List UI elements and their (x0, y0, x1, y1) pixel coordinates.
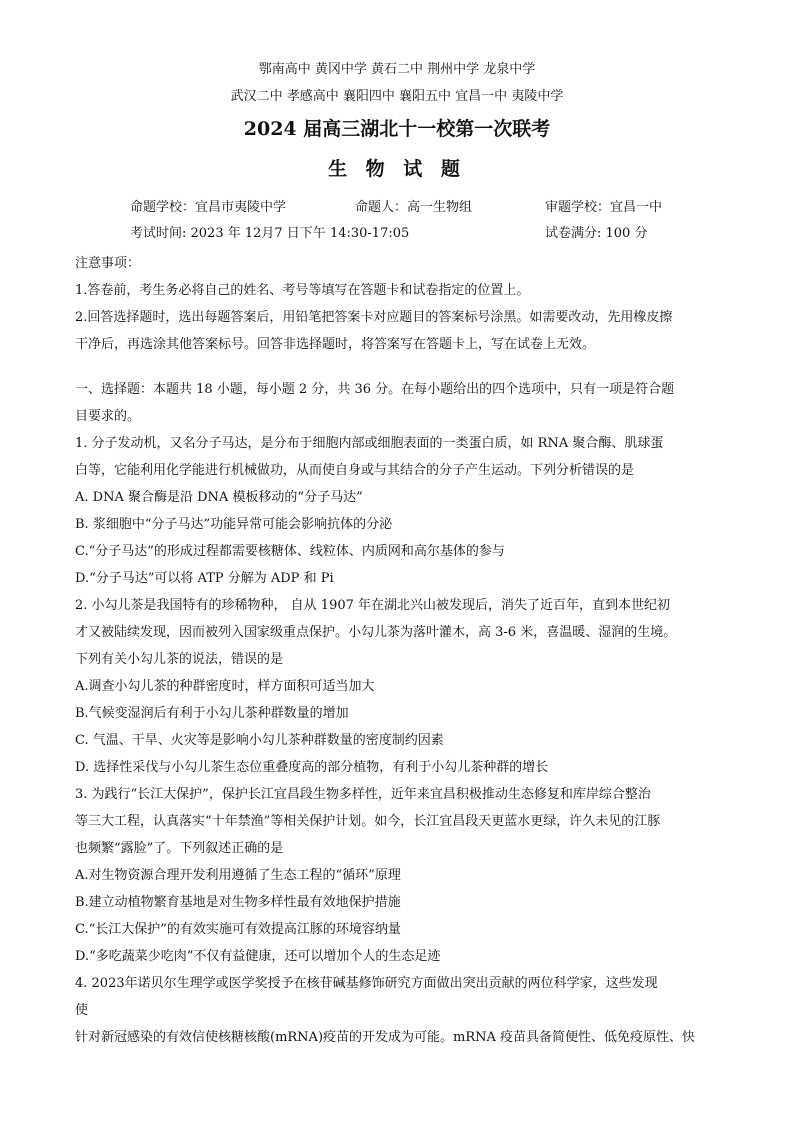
q3-option-d: D.“多吃蔬菜少吃肉”不仅有益健康，还可以增加个人的生态足迹 (75, 949, 441, 964)
q2-stem-line-2: 才又被陆续发现，因而被列入国家级重点保护。小勾儿茶为落叶灌木，高 3-6 米，喜温暖、湿润的生境。 (75, 625, 677, 640)
exam-time: 考试时间: 2023 年 12月7 日下午 14:30-17:05 (130, 226, 410, 241)
q3-stem-line-3: 也频繁“露脸”了。下列叙述正确的是 (75, 841, 284, 856)
proposer-school: 命题学校：宜昌市夷陵中学 (130, 200, 287, 215)
q3-stem-line-2: 等三大工程，认真落实“十年禁渔”等相关保护计划。如今，长江宜昌段天更蓝水更绿，许久未见的江豚 (75, 814, 661, 829)
q2-stem-line-3: 下列有关小勾儿茶的说法，错误的是 (75, 652, 284, 667)
proposer: 命题人：高一生物组 (355, 200, 473, 215)
q3-option-c: C.“长江大保护”的有效实施可有效提高江豚的环境容纳量 (75, 922, 401, 937)
q1-option-a: A. DNA 聚合酶是沿 DNA 模板移动的“分子马达” (75, 490, 363, 505)
notice-heading: 注意事项： (75, 256, 141, 271)
section-1-line-2: 目要求的。 (75, 409, 141, 424)
q1-option-d: D.“分子马达”可以将 ATP 分解为 ADP 和 Pi (75, 571, 334, 586)
q4-stem-line-1: 4. 2023年诺贝尔生理学或医学奖授予在核苷碱基修饰研究方面做出突出贡献的两位科学家，这些发现 (75, 976, 658, 991)
q1-stem-line-1: 1. 分子发动机，又名分子马达，是分布于细胞内部或细胞表面的一类蛋白质，如 RNA 聚合酶、肌球蛋 (75, 436, 664, 451)
q1-stem-line-2: 白等，它能利用化学能进行机械做功，从而使自身或与其结合的分子产生运动。下列分析错误的是 (75, 463, 635, 478)
q4-stem-line-2: 使 (75, 1003, 89, 1018)
subject-title: 生 物 试 题 (328, 158, 466, 180)
section-1-line-1: 一、选择题：本题共 18 小题，每小题 2 分，共 36 分。在每小题给出的四个选项中，只有一项是符合题 (75, 382, 675, 397)
q2-option-a: A.调查小勾儿茶的种群密度时，样方面积可适当加大 (75, 679, 375, 694)
schools-line-1: 鄂南高中 黄冈中学 黄石二中 荆州中学 龙泉中学 (258, 62, 536, 77)
q2-option-b: B.气候变湿润后有利于小勾儿茶种群数量的增加 (75, 706, 349, 721)
q4-stem-line-3: 针对新冠感染的有效信使核糖核酸(mRNA)疫苗的开发成为可能。mRNA 疫苗具备简便性、低免疫原性、快 (75, 1030, 696, 1045)
spacer (75, 358, 725, 376)
q2-stem-line-1: 2. 小勾儿茶是我国特有的珍稀物种， 自从 1907 年在湖北兴山被发现后，消失了近百年，直到本世纪初 (75, 598, 671, 613)
full-score: 试卷满分: 100 分 (545, 226, 648, 241)
q3-option-a: A.对生物资源合理开发利用遵循了生态工程的“循环”原理 (75, 868, 401, 883)
q1-option-b: B. 浆细胞中“分子马达”功能异常可能会影响抗体的分泌 (75, 517, 393, 532)
q2-option-d: D. 选择性采伐与小勾儿茶生态位重叠度高的部分植物，有利于小勾儿茶种群的增长 (75, 760, 549, 775)
reviewer-school: 审题学校：宜昌一中 (545, 200, 663, 215)
notice-item-2-line-1: 2.回答选择题时，选出每题答案后，用铅笔把答案卡对应题目的答案标号涂黑。如需要改动，先用橡皮擦 (75, 310, 673, 325)
schools-line-2: 武汉二中 孝感高中 襄阳四中 襄阳五中 宜昌一中 夷陵中学 (230, 89, 564, 104)
notice-item-2-line-2: 干净后，再选涂其他答案标号。回答非选择题时，将答案写在答题卡上，写在试卷上无效。 (75, 337, 596, 352)
notice-item-1: 1.答卷前，考生务必将自己的姓名、考号等填写在答题卡和试卷指定的位置上。 (75, 283, 530, 298)
q2-option-c: C. 气温、干旱、火灾等是影响小勾儿茶种群数量的密度制约因素 (75, 733, 444, 748)
q1-option-c: C.“分子马达”的形成过程都需要核糖体、线粒体、内质网和高尔基体的参与 (75, 544, 505, 559)
q3-option-b: B.建立动植物繁育基地是对生物多样性最有效地保护措施 (75, 895, 401, 910)
exam-title: 2024 届高三湖北十一校第一次联考 (243, 118, 551, 140)
q3-stem-line-1: 3. 为践行“长江大保护”，保护长江宜昌段生物多样性，近年来宜昌积极推动生态修复和库岸综合整治 (75, 787, 651, 802)
exam-body (75, 250, 725, 1051)
